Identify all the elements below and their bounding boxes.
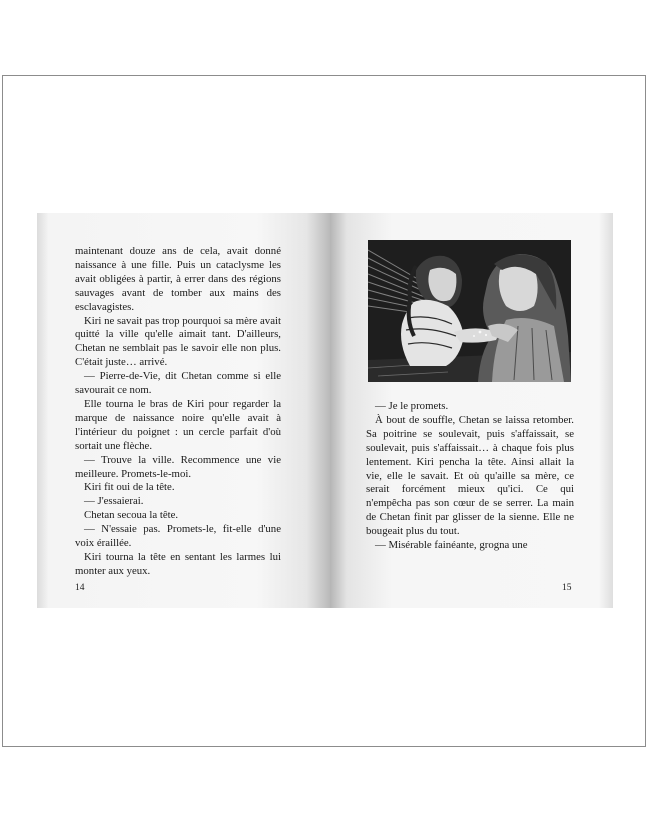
left-page-text (75, 245, 281, 579)
left-paragraph: maintenant douze ans de cela, avait donné naissance à une fille. Puis un cataclysme les avait obligées à partir, à errer dans des régions sauvages avant de tomber aux mains des esclavagistes. (75, 245, 281, 313)
right-paragraph: — Je le promets. (375, 400, 449, 412)
left-paragraph: Kiri tourna la tête en sentant les larmes lui monter aux yeux. (75, 550, 281, 577)
left-paragraph: Elle tourna le bras de Kiri pour regarder la marque de naissance noire qu'elle avait à l'intérieur du poignet : un cercle parfait d'où sortait une flèche. (75, 397, 281, 452)
left-paragraph: Kiri fit oui de la tête. (84, 481, 175, 494)
page-number-right: 15 (562, 583, 572, 593)
left-paragraph: — Pierre-de-Vie, dit Chetan comme si elle savourait ce nom. (75, 370, 281, 397)
left-paragraph: — N'essaie pas. Promets-le, fit-elle d'une voix éraillée. (75, 523, 281, 550)
left-paragraph: Kiri ne savait pas trop pourquoi sa mère avait quitté la ville qu'elle aimait tant. D'ailleurs, Chetan ne semblait pas le savoir elle non plus. C'était juste… arrivé. (75, 314, 281, 369)
right-paragraph: À bout de souffle, Chetan se laissa retomber. Sa poitrine se soulevait, puis s'affaissait, se soulevait, puis s'affaissait… à chaque fois plus lentement. Kiri pencha la tête. Ainsi allait la vie, elle le savait. Et où qu'aille sa mère, ce serait forcément mieux qu'ici. Ce qui n'empêcha pas son cœur de se serrer. La main de Chetan finit par glisser de la sienne. Elle ne bougeait plus du tout. (366, 413, 574, 538)
left-page (37, 213, 330, 608)
right-page-text (366, 400, 574, 553)
illustration-girl-and-mother-holding-hands-icon (368, 240, 571, 382)
left-paragraph: — J'essaierai. (84, 495, 144, 508)
left-paragraph: — Trouve la ville. Recommence une vie meilleure. Promets-le-moi. (75, 453, 281, 480)
left-paragraph: Chetan secoua la tête. (84, 509, 179, 522)
page-number-left: 14 (75, 583, 85, 593)
right-paragraph: — Misérable fainéante, grogna une (375, 539, 528, 552)
right-page (330, 213, 613, 608)
